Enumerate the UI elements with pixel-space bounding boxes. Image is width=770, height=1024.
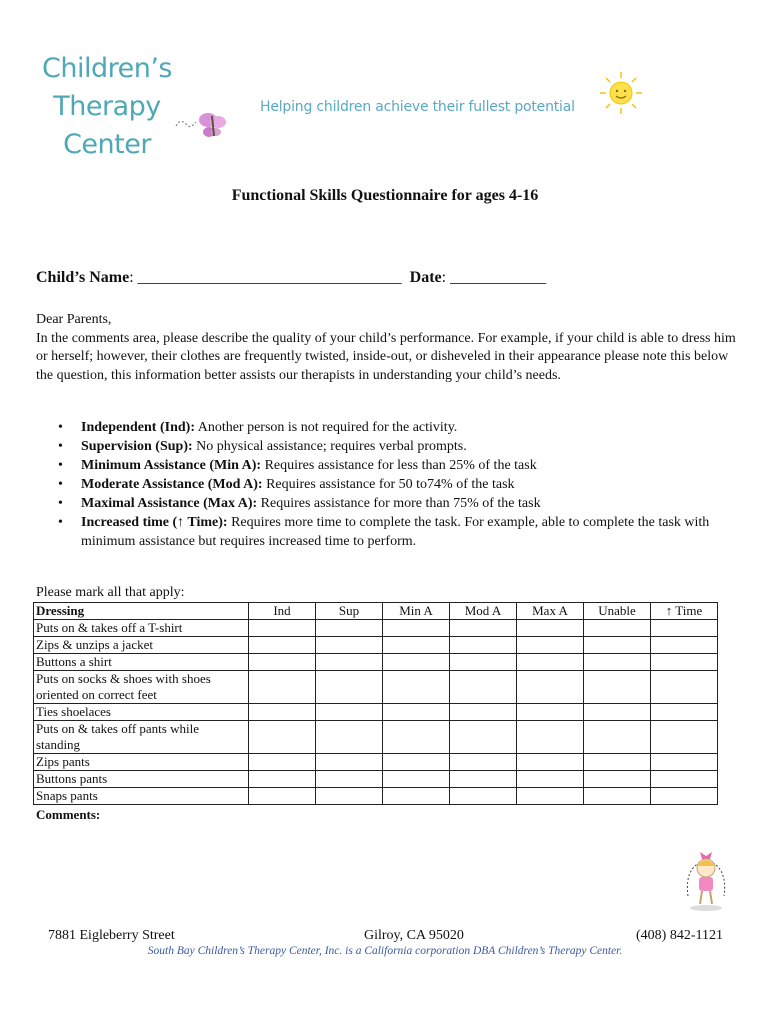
level-desc: No physical assistance; requires verbal prompts. — [192, 439, 467, 454]
table-row — [34, 671, 718, 704]
tagline: Helping children achieve their fullest potential — [260, 99, 575, 115]
page-title: Functional Skills Questionnaire for ages 4-16 — [231, 187, 539, 204]
logo-line-3: Center — [63, 129, 151, 160]
table-row — [34, 704, 718, 721]
rating-cell[interactable] — [584, 771, 651, 788]
logo — [32, 50, 182, 164]
rating-cell[interactable] — [383, 721, 450, 754]
rating-cell[interactable] — [383, 654, 450, 671]
rating-cell[interactable] — [651, 704, 718, 721]
rating-cell[interactable] — [316, 788, 383, 805]
rating-cell[interactable] — [517, 704, 584, 721]
rating-cell[interactable] — [651, 620, 718, 637]
level-desc: Requires more time to complete the task. For example, able to complete the task with minimum assistance but requires increased time to perform. — [81, 515, 710, 549]
level-term: Moderate Assistance (Mod A): — [81, 477, 263, 492]
rating-cell[interactable] — [249, 771, 316, 788]
rating-cell[interactable] — [249, 721, 316, 754]
footer-corporation-note: South Bay Children’s Therapy Center, Inc. is a California corporation DBA Children’s Therapy Center. — [147, 945, 623, 957]
skill-label: Ties shoelaces — [34, 704, 249, 721]
table-header-row — [34, 603, 718, 620]
rating-cell[interactable] — [584, 620, 651, 637]
column-header: ↑ Time — [651, 603, 718, 620]
rating-cell[interactable] — [316, 704, 383, 721]
rating-cell[interactable] — [651, 771, 718, 788]
rating-cell[interactable] — [517, 771, 584, 788]
table-row — [34, 754, 718, 771]
footer-phone: (408) 842-1121 — [636, 928, 723, 943]
date-field[interactable]: : ____________ — [441, 269, 547, 286]
name-date-line — [36, 269, 546, 287]
rating-cell[interactable] — [249, 620, 316, 637]
rating-cell[interactable] — [651, 788, 718, 805]
butterfly-icon — [174, 108, 230, 144]
column-header: Ind — [249, 603, 316, 620]
rating-cell[interactable] — [316, 637, 383, 654]
rating-cell[interactable] — [584, 721, 651, 754]
level-desc: Requires assistance for 50 to74% of the task — [262, 477, 515, 492]
rating-cell[interactable] — [316, 771, 383, 788]
rating-cell[interactable] — [450, 637, 517, 654]
rating-cell[interactable] — [316, 754, 383, 771]
column-header: Max A — [517, 603, 584, 620]
rating-cell[interactable] — [450, 620, 517, 637]
table-row — [34, 788, 718, 805]
rating-cell[interactable] — [651, 671, 718, 704]
rating-cell[interactable] — [651, 637, 718, 654]
level-term: Maximal Assistance (Max A): — [81, 496, 258, 511]
jump-rope-girl-icon — [680, 846, 732, 912]
rating-cell[interactable] — [584, 654, 651, 671]
list-item — [58, 418, 748, 437]
rating-cell[interactable] — [249, 754, 316, 771]
skill-label: Puts on & takes off a T-shirt — [34, 620, 249, 637]
rating-cell[interactable] — [249, 654, 316, 671]
rating-cell[interactable] — [383, 771, 450, 788]
greeting: Dear Parents, — [36, 312, 112, 327]
table-row — [34, 654, 718, 671]
comments-label: Comments: — [36, 807, 101, 822]
child-name-field[interactable]: : _________________________________ — [129, 269, 402, 286]
assistance-levels-list — [58, 418, 748, 551]
rating-cell[interactable] — [450, 788, 517, 805]
table-row — [34, 771, 718, 788]
skill-label: Buttons a shirt — [34, 654, 249, 671]
rating-cell[interactable] — [584, 788, 651, 805]
table-row — [34, 620, 718, 637]
rating-cell[interactable] — [584, 637, 651, 654]
rating-cell[interactable] — [517, 721, 584, 754]
rating-cell[interactable] — [517, 637, 584, 654]
level-desc: Another person is not required for the activity. — [194, 420, 458, 435]
rating-cell[interactable] — [517, 788, 584, 805]
rating-cell[interactable] — [316, 620, 383, 637]
rating-cell[interactable] — [517, 671, 584, 704]
skill-label: Zips pants — [34, 754, 249, 771]
rating-cell[interactable] — [450, 671, 517, 704]
skill-label: Zips & unzips a jacket — [34, 637, 249, 654]
list-item — [58, 456, 748, 475]
footer-address: 7881 Eigleberry Street — [48, 928, 175, 943]
mark-all-instruction: Please mark all that apply: — [36, 585, 185, 600]
date-label: Date — [409, 269, 442, 286]
rating-cell[interactable] — [249, 671, 316, 704]
column-header: Mod A — [450, 603, 517, 620]
sun-icon — [598, 70, 644, 116]
rating-cell[interactable] — [584, 671, 651, 704]
footer-city: Gilroy, CA 95020 — [364, 928, 464, 943]
level-term: Independent (Ind): — [81, 420, 195, 435]
rating-cell[interactable] — [584, 754, 651, 771]
rating-cell[interactable] — [249, 788, 316, 805]
rating-cell[interactable] — [651, 721, 718, 754]
rating-cell[interactable] — [383, 620, 450, 637]
logo-line-1: Children’s — [42, 53, 172, 84]
rating-cell[interactable] — [517, 654, 584, 671]
level-desc: Requires assistance for less than 25% of the task — [261, 458, 537, 473]
skill-label: Snaps pants — [34, 788, 249, 805]
rating-cell[interactable] — [249, 704, 316, 721]
rating-cell[interactable] — [651, 654, 718, 671]
list-item — [58, 513, 748, 551]
rating-cell[interactable] — [249, 637, 316, 654]
rating-cell[interactable] — [450, 704, 517, 721]
rating-cell[interactable] — [450, 771, 517, 788]
child-name-label: Child’s Name — [36, 269, 130, 286]
rating-cell[interactable] — [383, 671, 450, 704]
rating-cell[interactable] — [383, 637, 450, 654]
list-item — [58, 437, 748, 456]
rating-cell[interactable] — [316, 721, 383, 754]
rating-cell[interactable] — [651, 754, 718, 771]
rating-cell[interactable] — [450, 654, 517, 671]
rating-cell[interactable] — [517, 754, 584, 771]
rating-cell[interactable] — [517, 620, 584, 637]
skill-label: Puts on socks & shoes with shoes oriented on correct feet — [34, 671, 249, 704]
rating-cell[interactable] — [316, 654, 383, 671]
level-term: Supervision (Sup): — [81, 439, 193, 454]
list-item — [58, 494, 748, 513]
logo-line-2: Therapy — [53, 91, 161, 122]
column-header: Min A — [383, 603, 450, 620]
intro-text — [36, 311, 742, 385]
level-term: Minimum Assistance (Min A): — [81, 458, 262, 473]
table-row — [34, 721, 718, 754]
rating-cell[interactable] — [383, 704, 450, 721]
intro-body: In the comments area, please describe the quality of your child’s performance. For example, if your child is able to dress him or herself; however, their clothes are frequently twisted, inside-out, or disheveled in their appearance please note this below the question, this information better assists our therapists in understanding your child’s needs. — [36, 330, 736, 383]
skill-label: Buttons pants — [34, 771, 249, 788]
rating-cell[interactable] — [383, 754, 450, 771]
rating-cell[interactable] — [316, 671, 383, 704]
rating-cell[interactable] — [383, 788, 450, 805]
rating-cell[interactable] — [450, 721, 517, 754]
level-desc: Requires assistance for more than 75% of the task — [257, 496, 541, 511]
column-header: Sup — [316, 603, 383, 620]
column-header: Unable — [584, 603, 651, 620]
level-term: Increased time (↑ Time): — [81, 515, 228, 530]
list-item — [58, 475, 748, 494]
section-header-dressing: Dressing — [34, 603, 249, 620]
rating-cell[interactable] — [584, 704, 651, 721]
dressing-skills-table — [33, 602, 718, 805]
rating-cell[interactable] — [450, 754, 517, 771]
table-row — [34, 637, 718, 654]
skill-label: Puts on & takes off pants while standing — [34, 721, 249, 754]
